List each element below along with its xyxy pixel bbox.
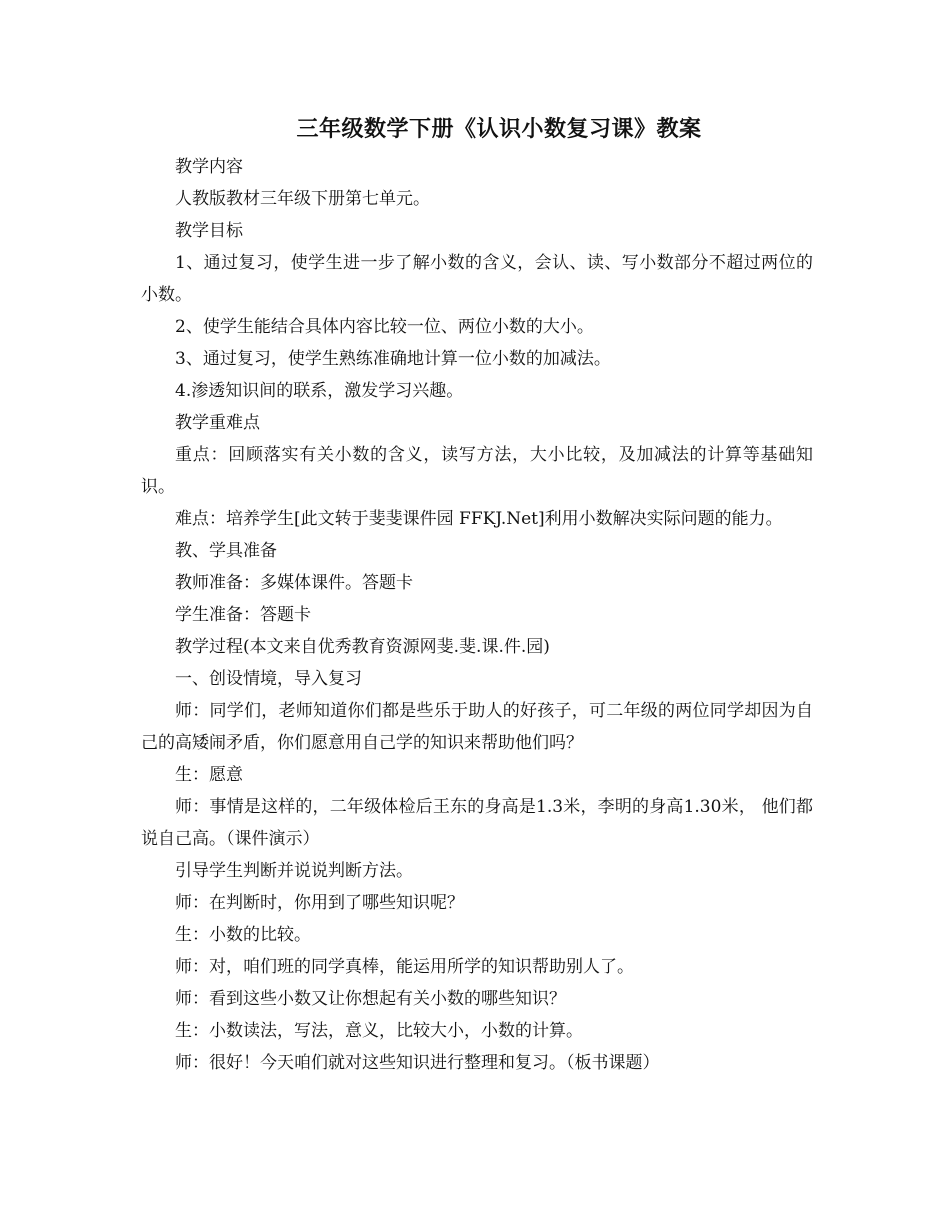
document-title: 三年级数学下册《认识小数复习课》教案 xyxy=(296,116,702,142)
paragraph: 师：对，咱们班的同学真棒，能运用所学的知识帮助别人了。 xyxy=(175,957,634,977)
paragraph: 2、使学生能结合具体内容比较一位、两位小数的大小。 xyxy=(175,317,594,337)
paragraph: 1、通过复习，使学生进一步了解小数的含义，会认、读、写小数部分不超过两位的小数。 xyxy=(141,253,813,305)
document-body xyxy=(141,151,813,1079)
paragraph: 重点：回顾落实有关小数的含义，读写方法，大小比较，及加减法的计算等基础知识。 xyxy=(141,445,813,497)
paragraph: 师：在判断时，你用到了哪些知识呢？ xyxy=(175,893,464,913)
paragraph: 学生准备：答题卡 xyxy=(175,605,311,625)
paragraph: 教学内容 xyxy=(175,157,243,177)
paragraph: 难点：培养学生[此文转于斐斐课件园 FFKJ.Net]利用小数解决实际问题的能力。 xyxy=(175,509,783,529)
paragraph: 一、创设情境，导入复习 xyxy=(175,669,362,689)
paragraph: 师：很好！今天咱们就对这些知识进行整理和复习。（板书课题） xyxy=(175,1053,660,1073)
paragraph: 生：小数读法，写法，意义，比较大小，小数的计算。 xyxy=(175,1021,583,1041)
paragraph: 生：愿意 xyxy=(175,765,243,785)
paragraph: 引导学生判断并说说判断方法。 xyxy=(175,861,413,881)
paragraph: 4.渗透知识间的联系，激发学习兴趣。 xyxy=(175,381,464,401)
paragraph: 教学目标 xyxy=(175,221,243,241)
paragraph: 教师准备：多媒体课件。答题卡 xyxy=(175,573,413,593)
paragraph: 人教版教材三年级下册第七单元。 xyxy=(175,189,430,209)
paragraph: 教学重难点 xyxy=(175,413,260,433)
paragraph: 教学过程(本文来自优秀教育资源网斐.斐.课.件.园) xyxy=(175,637,550,657)
paragraph: 师：同学们，老师知道你们都是些乐于助人的好孩子，可二年级的两位同学却因为自己的高矮闹矛盾，你们愿意用自己学的知识来帮助他们吗？ xyxy=(141,701,813,753)
paragraph: 生：小数的比较。 xyxy=(175,925,311,945)
paragraph: 师：看到这些小数又让你想起有关小数的哪些知识？ xyxy=(175,989,566,1009)
paragraph: 教、学具准备 xyxy=(175,541,277,561)
paragraph: 师：事情是这样的，二年级体检后王东的身高是1.3米，李明的身高1.30米， 他们都说自己高。（课件演示） xyxy=(141,797,813,849)
paragraph: 3、通过复习，使学生熟练准确地计算一位小数的加减法。 xyxy=(175,349,611,369)
